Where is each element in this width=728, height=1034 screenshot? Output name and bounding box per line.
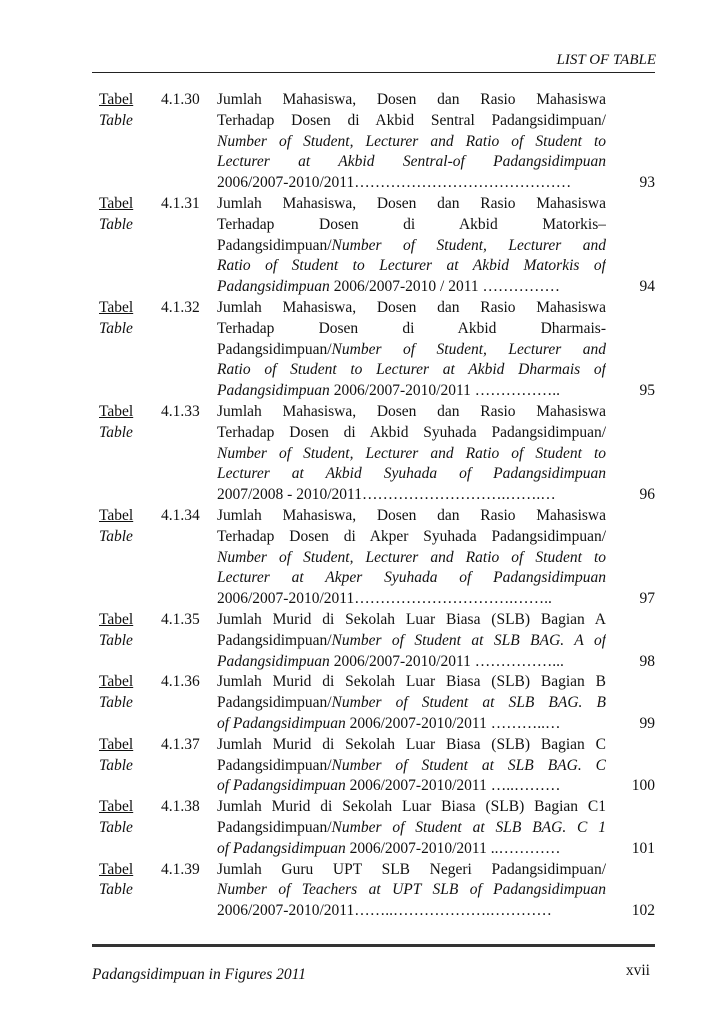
description-line	[217, 298, 606, 319]
description-line	[217, 340, 606, 361]
table-number: 4.1.32	[161, 299, 200, 316]
description-line	[217, 381, 606, 402]
description-line	[217, 589, 606, 610]
english-text: Ratio of Student to Lecturer at Akbid Matorkis of	[217, 257, 606, 275]
indonesian-text: Jumlah Mahasiswa, Dosen dan Rasio Mahasiswa	[217, 403, 606, 420]
description-line	[217, 194, 606, 215]
label-table: Table	[99, 756, 133, 774]
description-line	[217, 173, 606, 194]
indonesian-text: Terhadap Dosen di Akbid Dharmais-	[217, 319, 606, 337]
label-table: Table	[99, 818, 133, 836]
page-number[interactable]: 93	[639, 174, 655, 192]
description-line	[217, 548, 606, 569]
description-line	[217, 402, 606, 423]
description-line	[217, 277, 606, 298]
indonesian-text: 2006/2007-2010/2011 …..………	[345, 777, 561, 795]
entry-label	[99, 672, 151, 714]
page-number[interactable]: 97	[639, 590, 655, 608]
english-text: Lecturer at Akbid Sentral-of Padangsidimpuan	[217, 153, 606, 171]
table-number: 4.1.35	[161, 611, 200, 628]
page-number[interactable]: 100	[631, 777, 655, 795]
english-text: Lecturer at Akbid Syuhada of Padangsidimpuan	[217, 465, 606, 483]
indonesian-text: Jumlah Murid di Sekolah Luar Biasa (SLB) Bagian C1	[217, 798, 606, 816]
label-tabel: Tabel	[99, 735, 134, 753]
description-line	[217, 527, 606, 548]
table-number: 4.1.30	[161, 91, 200, 108]
label-table: Table	[99, 881, 133, 899]
table-number: 4.1.37	[161, 735, 200, 753]
english-text: Number of Student at SLB BAG. A of	[331, 631, 606, 649]
description-line	[217, 152, 606, 173]
header-rule	[92, 72, 655, 73]
indonesian-text: 2006/2007-2010/2011 ………..…	[345, 714, 561, 732]
english-text: Padangsidimpuan	[217, 278, 330, 296]
entry-label	[99, 298, 151, 340]
indonesian-text: Jumlah Mahasiswa, Dosen dan Rasio Mahasiswa	[217, 195, 606, 212]
label-tabel: Tabel	[99, 611, 134, 628]
page-number[interactable]: 102	[631, 902, 655, 920]
description-line	[217, 860, 606, 881]
description-line	[217, 839, 606, 860]
table-description	[217, 610, 606, 672]
indonesian-text: Terhadap Dosen di Akbid Sentral Padangsidimpuan/	[217, 111, 606, 129]
indonesian-text: Terhadap Dosen di Akbid Matorkis–	[217, 215, 606, 233]
description-line	[217, 111, 606, 132]
description-line	[217, 610, 606, 631]
indonesian-text: Terhadap Dosen di Akbid Syuhada Padangsidimpuan/	[217, 423, 606, 441]
english-text: Number of Student, Lecturer and	[331, 236, 606, 254]
toc-entry	[99, 735, 655, 797]
label-table: Table	[99, 319, 133, 337]
description-line	[217, 485, 606, 506]
description-line	[217, 631, 606, 652]
table-description	[217, 90, 606, 194]
running-header-title: LIST OF TABLE	[556, 52, 656, 68]
label-table: Table	[99, 215, 133, 233]
table-description	[217, 672, 606, 734]
entry-label	[99, 402, 151, 444]
description-line	[217, 880, 606, 901]
entry-label	[99, 735, 151, 777]
indonesian-text: 2006/2007-2010/2011 ..…………	[345, 839, 561, 857]
label-tabel: Tabel	[99, 403, 134, 420]
indonesian-text: Terhadap Dosen di Akper Syuhada Padangsidimpuan/	[217, 527, 606, 545]
table-number: 4.1.34	[161, 507, 200, 524]
toc-entry	[99, 298, 655, 402]
english-text: Number of Student at SLB BAG. C	[331, 756, 606, 774]
table-description	[217, 298, 606, 402]
description-line	[217, 360, 606, 381]
description-line	[217, 693, 606, 714]
label-tabel: Tabel	[99, 507, 134, 524]
english-text: Number of Student, Lecturer and Ratio of Student to	[217, 548, 606, 566]
indonesian-text: Padangsidimpuan/	[217, 694, 332, 712]
entry-label	[99, 506, 151, 548]
table-number: 4.1.31	[161, 195, 200, 212]
label-table: Table	[99, 111, 133, 129]
indonesian-text: 2006/2007-2010/2011……………………………………	[217, 174, 572, 192]
toc-entry	[99, 860, 655, 922]
description-line	[217, 236, 606, 257]
description-line	[217, 319, 606, 340]
description-line	[217, 776, 606, 797]
table-description	[217, 506, 606, 610]
page-number[interactable]: 95	[639, 382, 655, 400]
indonesian-text: Jumlah Murid di Sekolah Luar Biasa (SLB) Bagian A	[217, 611, 606, 628]
english-text: Ratio of Student to Lecturer at Akbid Dharmais of	[217, 361, 606, 379]
english-text: of Padangsidimpuan	[217, 714, 346, 732]
english-text: Number of Student, Lecturer and Ratio of Student to	[217, 132, 606, 150]
entry-label	[99, 194, 151, 236]
table-description	[217, 797, 606, 859]
english-text: Padangsidimpuan	[217, 382, 330, 400]
entry-label	[99, 610, 151, 652]
indonesian-text: 2006/2007-2010/2011………………………….……..	[217, 590, 552, 608]
label-tabel: Tabel	[99, 91, 134, 108]
table-description	[217, 860, 606, 922]
description-line	[217, 714, 606, 735]
toc-entry	[99, 797, 655, 859]
label-tabel: Tabel	[99, 798, 134, 816]
english-text: of Padangsidimpuan	[217, 839, 346, 857]
toc-entry	[99, 90, 655, 194]
page-number[interactable]: 101	[631, 839, 655, 857]
description-line	[217, 215, 606, 236]
label-table: Table	[99, 423, 133, 441]
toc-entry	[99, 610, 655, 672]
toc-entry	[99, 194, 655, 298]
page-number[interactable]: 94	[639, 278, 655, 296]
indonesian-text: Jumlah Mahasiswa, Dosen dan Rasio Mahasiswa	[217, 507, 606, 524]
indonesian-text: 2006/2007-2010 / 2011 ……………	[329, 278, 561, 296]
english-text: Number of Student, Lecturer and Ratio of Student to	[217, 444, 606, 462]
indonesian-text: Jumlah Mahasiswa, Dosen dan Rasio Mahasiswa	[217, 91, 606, 108]
description-line	[217, 256, 606, 277]
indonesian-text: 2006/2007-2010/2011 ……………...	[329, 652, 564, 670]
page-number[interactable]: 98	[639, 652, 655, 670]
indonesian-text: Padangsidimpuan/	[217, 631, 332, 649]
label-table: Table	[99, 694, 133, 712]
entry-label	[99, 860, 151, 902]
english-text: Lecturer at Akper Syuhada of Padangsidimpuan	[217, 569, 606, 587]
table-number: 4.1.38	[161, 798, 200, 816]
english-text: Number of Student at SLB BAG. B	[331, 694, 606, 712]
label-tabel: Tabel	[99, 299, 134, 316]
indonesian-text: Jumlah Guru UPT SLB Negeri Padangsidimpuan/	[217, 860, 606, 878]
table-description	[217, 402, 606, 506]
description-line	[217, 132, 606, 153]
english-text: Number of Teachers at UPT SLB of Padangsidimpuan	[217, 881, 606, 899]
english-text: Padangsidimpuan	[217, 652, 330, 670]
english-text: Number of Student, Lecturer and	[331, 340, 606, 358]
entry-label	[99, 797, 151, 839]
description-line	[217, 506, 606, 527]
label-table: Table	[99, 631, 133, 649]
description-line	[217, 735, 606, 756]
indonesian-text: Padangsidimpuan/	[217, 340, 332, 358]
description-line	[217, 90, 606, 111]
table-number: 4.1.33	[161, 403, 200, 420]
indonesian-text: 2006/2007-2010/2011……..……………….…………	[217, 902, 552, 920]
description-line	[217, 444, 606, 465]
description-line	[217, 797, 606, 818]
footer-rule	[92, 944, 655, 947]
indonesian-text: Padangsidimpuan/	[217, 756, 332, 774]
english-text: of Padangsidimpuan	[217, 777, 346, 795]
indonesian-text: 2006/2007-2010/2011 ……………..	[329, 382, 561, 400]
description-line	[217, 464, 606, 485]
toc-entry	[99, 402, 655, 506]
english-text: Number of Student at SLB BAG. C 1	[331, 818, 606, 836]
label-tabel: Tabel	[99, 673, 134, 691]
toc-entry	[99, 506, 655, 610]
table-number: 4.1.39	[161, 860, 200, 878]
entry-label	[99, 90, 151, 132]
page-number[interactable]: 96	[639, 486, 655, 504]
label-table: Table	[99, 527, 133, 545]
description-line	[217, 423, 606, 444]
indonesian-text: Jumlah Murid di Sekolah Luar Biasa (SLB) Bagian C	[217, 735, 606, 753]
footer-book-title: Padangsidimpuan in Figures 2011	[92, 966, 306, 983]
table-description	[217, 735, 606, 797]
indonesian-text: 2007/2008 - 2010/2011……………………….…….…	[217, 486, 556, 504]
table-description	[217, 194, 606, 298]
label-tabel: Tabel	[99, 860, 134, 878]
indonesian-text: Jumlah Murid di Sekolah Luar Biasa (SLB) Bagian B	[217, 673, 606, 691]
description-line	[217, 672, 606, 693]
description-line	[217, 756, 606, 777]
indonesian-text: Jumlah Mahasiswa, Dosen dan Rasio Mahasiswa	[217, 299, 606, 316]
table-number: 4.1.36	[161, 673, 200, 691]
label-tabel: Tabel	[99, 195, 134, 212]
description-line	[217, 568, 606, 589]
description-line	[217, 652, 606, 673]
description-line	[217, 901, 606, 922]
toc-entry	[99, 672, 655, 734]
indonesian-text: Padangsidimpuan/	[217, 236, 332, 254]
indonesian-text: Padangsidimpuan/	[217, 818, 332, 836]
description-line	[217, 818, 606, 839]
page-number[interactable]: 99	[639, 714, 655, 732]
footer-page-number: xvii	[625, 962, 650, 979]
